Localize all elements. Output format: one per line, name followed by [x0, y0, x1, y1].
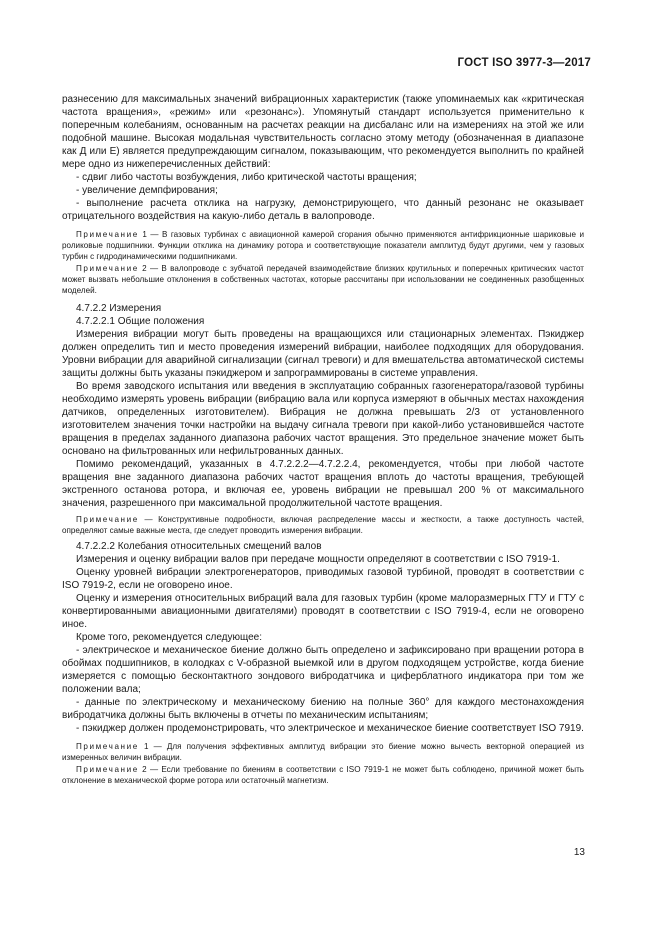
list-item: - данные по электрическому и механическому биению на полные 360° для каждого местонахождения вибродатчика должны быть включены в отчеты по механическим испытаниям;	[62, 697, 584, 721]
paragraph: Помимо рекомендаций, указанных в 4.7.2.2.2—4.7.2.2.4, рекомендуется, чтобы при любой частоте вращения вне заданного диапазона рабочих частот вращения вплоть до частоты вращения, требующей экстренного останова ротора, и включая ее, уровень вибрации не превышал 200 % от максимального значения, разрешенного при максимальной продолжительной частоте вращения.	[62, 459, 584, 509]
paragraph: Оценку уровней вибрации электрогенераторов, приводимых газовой турбиной, проводят в соответствии с ISO 7919-2, если не оговорено иное.	[62, 567, 584, 591]
list-item: - сдвиг либо частоты возбуждения, либо критической частоты вращения;	[76, 172, 417, 183]
paragraph: разнесению для максимальных значений вибрационных характеристик (также упоминаемых как «критическая частота вращения», «режим» или «резонанс»). Упомянутый стандарт используется применительно к поперечным колебаниям, основанным на расчетах реакции на дисбаланс или на измерениях на этой же или подобной машине. Высокая модальная чувствительность согласно этому методу (обозначенная в диапазоне как Д или Е) является предупреждающим сигналом, показывающим, что рекомендуется выполнить по крайней мере одно из нижеперечисленных действий:	[62, 94, 584, 170]
paragraph: Во время заводского испытания или введения в эксплуатацию собранных газогенератора/газовой турбины необходимо измерять уровень вибрации (вибрацию вала или корпуса измеряют в обычных местах нахождения датчиков, определенных изготовителем). Вибрация не должна превышать 2/3 от установленного изготовителем значения точки настройки на выдачу сигнала тревоги при какой-либо установившейся частоте вращения в пределах заданного диапазона рабочих частот вращения. Это предельное значение может быть основано на фильтрованных или нефильтрованных данных.	[62, 381, 584, 457]
note-label: Примечание	[76, 230, 139, 239]
note-text: 2 — Если требование по биениям в соответствии с ISO 7919-1 не может быть соблюдено, причиной может быть отклонение в механической форме ротора или остаточный магнетизм.	[62, 765, 584, 785]
page-number: 13	[573, 847, 585, 858]
section-heading: 4.7.2.2 Измерения	[76, 303, 162, 314]
note-text: 1 — В газовых турбинах с авиационной камерой сгорания обычно применяются антифрикционные шариковые и роликовые подшипники. Функции отклика на динамику ротора и соответствующие показатели амплитуд будут другими, чем у газовых турбин с гидродинамическими подшипниками.	[62, 230, 584, 261]
list-item: - увеличение демпфирования;	[76, 185, 218, 196]
note	[62, 514, 584, 536]
note-label: Примечание	[76, 264, 139, 273]
paragraph: Измерения вибрации могут быть проведены на вращающихся или стационарных элементах. Пэкиджер должен определить тип и место проведения измерений вибрации, наиболее подходящих для оборудования. Уровни вибрации для аварийной сигнализации (сигнал тревоги) и для вмешательства автоматической системы защиты должны быть указаны пэкиджером и запрограммированы в системе управления.	[62, 329, 584, 379]
paragraph: Оценку и измерения относительных вибраций вала для газовых турбин (кроме малоразмерных ГТУ и ГТУ с конвертированными авиационными двигателями) проводят в соответствии с ISO 7919-4, если не оговорено иное.	[62, 593, 584, 630]
paragraph: Измерения и оценку вибрации валов при передаче мощности определяют в соответствии с ISO 7919-1.	[76, 554, 560, 565]
note	[62, 764, 584, 786]
note-text: — Конструктивные подробности, включая распределение массы и жесткости, а также доступность частей, определяют самые важные места, где следует проводить измерения вибрации.	[62, 515, 584, 535]
document-code-header: ГОСТ ISO 3977-3—2017	[457, 57, 591, 69]
page-body	[62, 93, 584, 786]
note-text: 2 — В валопроводе с зубчатой передачей взаимодействие близких крутильных и поперечных критических частот может вызвать небольшие отклонения в собственных частотах, которые рассчитаны при использовании не соединенных разобщенных моделей.	[62, 264, 584, 295]
note-label: Примечание	[76, 765, 139, 774]
note	[62, 741, 584, 763]
note	[62, 229, 584, 262]
section-heading: 4.7.2.2.1 Общие положения	[76, 316, 205, 327]
paragraph: Кроме того, рекомендуется следующее:	[76, 632, 263, 643]
note-text: 1 — Для получения эффективных амплитуд вибрации это биение можно вычесть векторной операцией из измеренных величин вибрации.	[62, 742, 584, 762]
list-item: - выполнение расчета отклика на нагрузку, демонстрирующего, что данный резонанс не оказывает отрицательного воздействия на какую-либо деталь в валопроводе.	[62, 198, 584, 222]
section-heading: 4.7.2.2.2 Колебания относительных смещений валов	[76, 541, 322, 552]
note-label: Примечание	[76, 515, 139, 524]
list-item: - электрическое и механическое биение должно быть определено и зафиксировано при вращении ротора в обоймах подшипников, в колодках с V-образной выемкой или в другом подходящем устройстве, когда биение измеряется с помощью бесконтактного зондового вибродатчика и циферблатного индикатора при том же положении вала;	[62, 645, 584, 695]
list-item: - пэкиджер должен продемонстрировать, что электрическое и механическое биение соответствует ISO 7919.	[76, 723, 584, 734]
note-label: Примечание	[76, 742, 139, 751]
note	[62, 263, 584, 296]
